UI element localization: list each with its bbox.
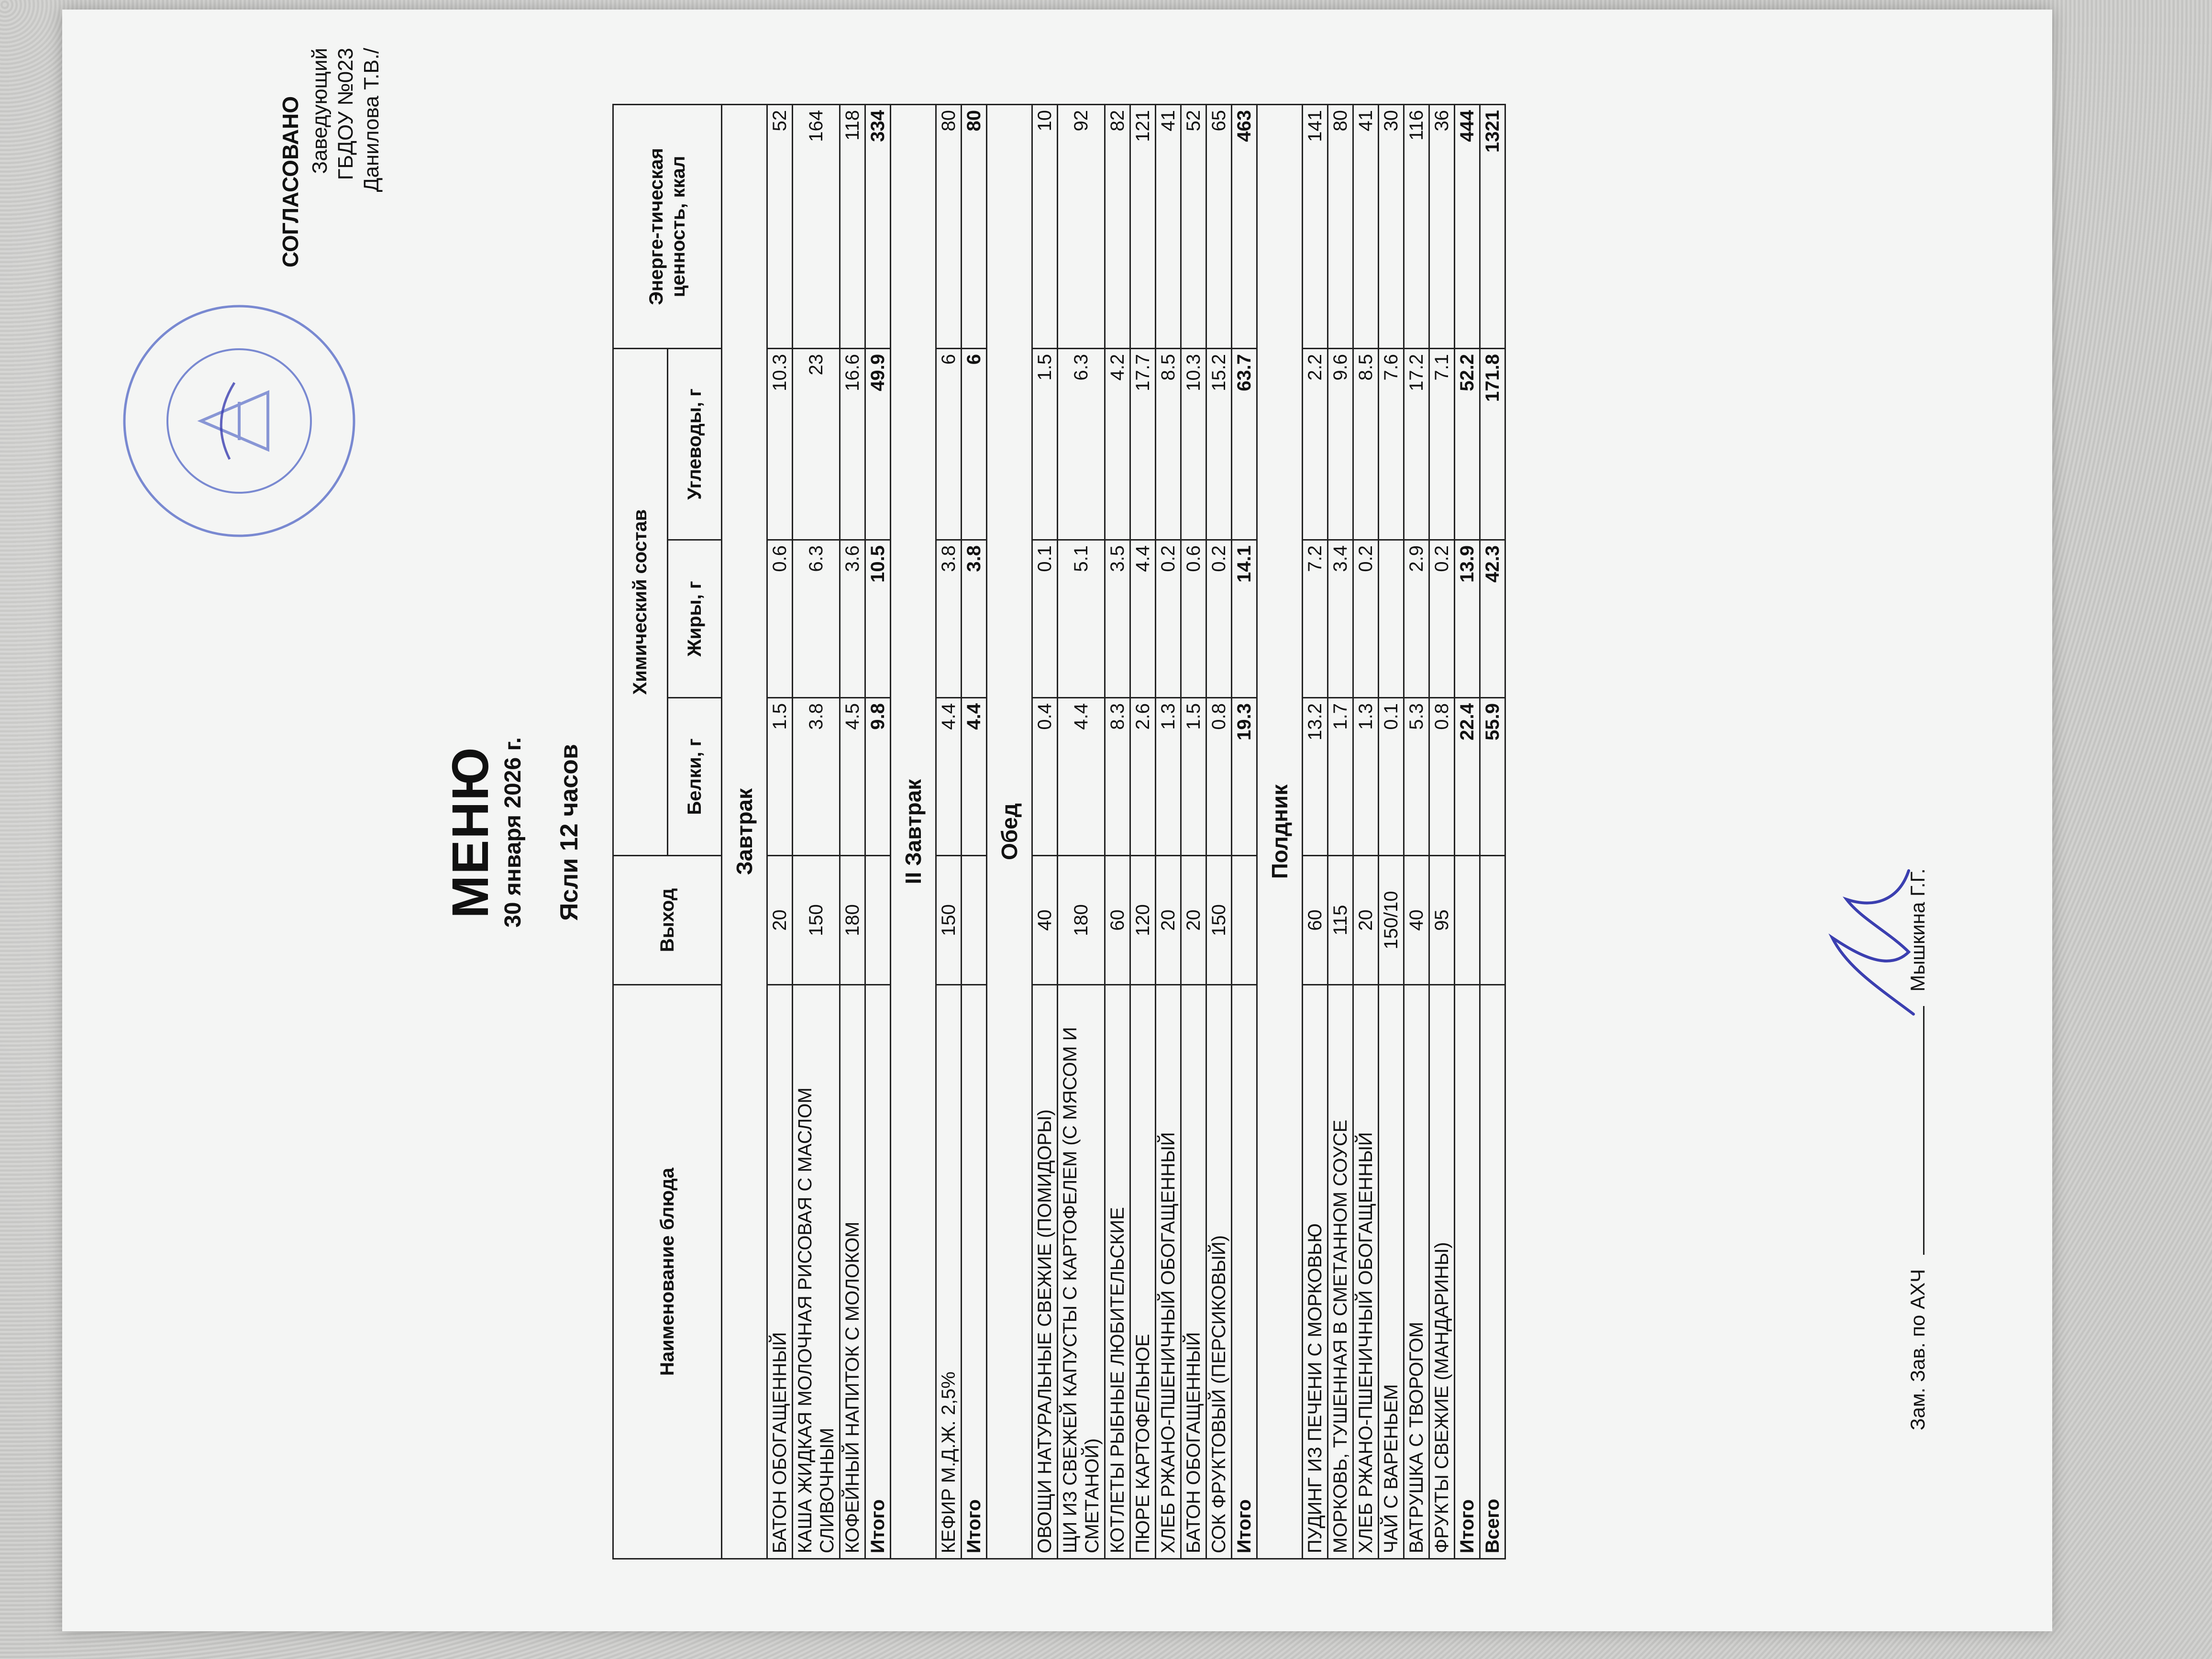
dish-output: 150 [1206,856,1232,985]
dish-carbs: 8.5 [1156,348,1181,540]
dish-name: МОРКОВЬ, ТУШЕННАЯ В СМЕТАННОМ СОУСЕ [1328,985,1353,1559]
menu-document [134,29,2095,1636]
footer-person: Мышкина Г.Г. [1906,868,1929,992]
total-row [865,104,891,1559]
dish-output: 120 [1130,856,1156,985]
dish-energy: 52 [767,104,793,348]
dish-protein: 2.6 [1130,698,1156,856]
dish-carbs: 15.2 [1206,348,1232,540]
dish-fat: 6.3 [793,540,840,698]
dish-fat: 0.2 [1206,540,1232,698]
dish-name: ПЮРЕ КАРТОФЕЛЬНОЕ [1130,985,1156,1559]
dish-fat: 7.2 [1303,540,1328,698]
dish-output: 150 [793,856,840,985]
total-fat: 13.9 [1455,540,1480,698]
dish-energy: 82 [1105,104,1130,348]
dish-protein: 0.8 [1206,698,1232,856]
dish-name: ХЛЕБ РЖАНО-ПШЕНИЧНЫЙ ОБОГАЩЕННЫЙ [1156,985,1181,1559]
dish-energy: 52 [1181,104,1206,348]
dish-output: 20 [1181,856,1206,985]
dish-fat: 0.2 [1156,540,1181,698]
dish-energy: 141 [1303,104,1328,348]
table-row [1181,104,1206,1559]
dish-energy: 164 [793,104,840,348]
dish-name: БАТОН ОБОГАЩЕННЫЙ [1181,985,1206,1559]
dish-carbs: 6 [936,348,962,540]
dish-output: 60 [1105,856,1130,985]
total-energy: 334 [865,104,891,348]
dish-carbs: 10.3 [1181,348,1206,540]
dish-protein: 4.4 [1058,698,1105,856]
table-row [1379,104,1404,1559]
dish-name: ВАТРУШКА С ТВОРОГОМ [1404,985,1429,1559]
header-energy: Энерге-тическая ценность, ккал [613,104,722,348]
dish-energy: 65 [1206,104,1232,348]
section-row [1257,104,1303,1559]
dish-carbs: 4.2 [1105,348,1130,540]
dish-protein: 8.3 [1105,698,1130,856]
dish-energy: 118 [840,104,865,348]
dish-output: 40 [1404,856,1429,985]
dish-carbs: 7.1 [1429,348,1455,540]
dish-fat: 4.4 [1130,540,1156,698]
table-row [1130,104,1156,1559]
dish-name: ПУДИНГ ИЗ ПЕЧЕНИ С МОРКОВЬЮ [1303,985,1328,1559]
total-carbs: 52.2 [1455,348,1480,540]
round-stamp [115,297,364,545]
total-row [1455,104,1480,1559]
dish-protein: 5.3 [1404,698,1429,856]
title-block [440,29,584,1636]
dish-fat: 0.2 [1429,540,1455,698]
total-fat: 3.8 [962,540,987,698]
table-row [793,104,840,1559]
dish-carbs: 9.6 [1328,348,1353,540]
dish-carbs: 17.7 [1130,348,1156,540]
dish-energy: 92 [1058,104,1105,348]
total-fat: 10.5 [865,540,891,698]
table-row [1429,104,1455,1559]
dish-output: 180 [840,856,865,985]
total-energy: 463 [1232,104,1257,348]
table-row [1156,104,1181,1559]
approval-position: Заведующий [308,48,332,174]
dish-output: 60 [1303,856,1328,985]
dish-carbs: 17.2 [1404,348,1429,540]
section-title: II Завтрак [891,104,936,1559]
total-protein: 22.4 [1455,698,1480,856]
dish-energy: 121 [1130,104,1156,348]
header-carbs: Углеводы, г [667,348,722,540]
total-protein: 9.8 [865,698,891,856]
signature-line [1904,1006,1924,1255]
header-name: Наименование блюда [613,985,722,1559]
total-row [962,104,987,1559]
paper-sheet [62,10,2052,1631]
dish-energy: 41 [1156,104,1181,348]
dish-carbs: 1.5 [1032,348,1058,540]
table-row [1105,104,1130,1559]
dish-output: 95 [1429,856,1455,985]
total-output [962,856,987,985]
dish-carbs: 6.3 [1058,348,1105,540]
total-carbs: 49.9 [865,348,891,540]
dish-name: КОФЕЙНЫЙ НАПИТОК С МОЛОКОМ [840,985,865,1559]
total-output [865,856,891,985]
table-row [1206,104,1232,1559]
header-protein: Белки, г [667,698,722,856]
header-fat: Жиры, г [667,540,722,698]
dish-carbs: 23 [793,348,840,540]
dish-name: ФРУКТЫ СВЕЖИЕ (МАНДАРИНЫ) [1429,985,1455,1559]
dish-output: 20 [1353,856,1379,985]
grand-total-carbs: 171.8 [1480,348,1505,540]
section-title: Завтрак [722,104,767,1559]
dish-output: 150/10 [1379,856,1404,985]
dish-protein: 1.3 [1353,698,1379,856]
table-row [840,104,865,1559]
total-row [1232,104,1257,1559]
total-output [1455,856,1480,985]
dish-output: 20 [767,856,793,985]
dish-protein: 1.5 [1181,698,1206,856]
dish-energy: 80 [936,104,962,348]
section-title: Обед [987,104,1032,1559]
dish-fat: 0.6 [767,540,793,698]
dish-protein: 4.4 [936,698,962,856]
dish-output: 115 [1328,856,1353,985]
dish-name: ЧАЙ С ВАРЕНЬЕМ [1379,985,1404,1559]
table-row [1058,104,1105,1559]
section-row [987,104,1032,1559]
dish-protein: 0.4 [1032,698,1058,856]
approval-heading: СОГЛАСОВАНО [278,96,303,268]
dish-name: КАША ЖИДКАЯ МОЛОЧНАЯ РИСОВАЯ С МАСЛОМ СЛИВОЧНЫМ [793,985,840,1559]
total-energy: 80 [962,104,987,348]
dish-protein: 3.8 [793,698,840,856]
page-title: МЕНЮ [441,746,499,918]
dish-fat: 3.6 [840,540,865,698]
dish-fat: 3.8 [936,540,962,698]
grand-total-fat: 42.3 [1480,540,1505,698]
dish-protein: 0.8 [1429,698,1455,856]
dish-protein: 1.5 [767,698,793,856]
menu-table [612,104,1506,1559]
table-row [1353,104,1379,1559]
dish-carbs: 16.6 [840,348,865,540]
dish-protein: 13.2 [1303,698,1328,856]
dish-output: 40 [1032,856,1058,985]
table-row [1303,104,1328,1559]
total-label: Итого [1455,985,1480,1559]
dish-carbs: 2.2 [1303,348,1328,540]
dish-name: КЕФИР М.Д.Ж. 2,5% [936,985,962,1559]
dish-protein: 4.5 [840,698,865,856]
dish-name: КОТЛЕТЫ РЫБНЫЕ ЛЮБИТЕЛЬСКИЕ [1105,985,1130,1559]
dish-energy: 36 [1429,104,1455,348]
dish-name: ОВОЩИ НАТУРАЛЬНЫЕ СВЕЖИЕ (ПОМИДОРЫ) [1032,985,1058,1559]
group-name: Ясли 12 часов [555,744,583,921]
dish-energy: 80 [1328,104,1353,348]
dish-energy: 30 [1379,104,1404,348]
grand-total-output [1480,856,1505,985]
dish-output: 180 [1058,856,1105,985]
dish-protein: 0.1 [1379,698,1404,856]
dish-energy: 41 [1353,104,1379,348]
section-row [722,104,767,1559]
dish-fat: 2.9 [1404,540,1429,698]
footer-role: Зам. Зав. по АХЧ [1906,1269,1929,1430]
header-output: Выход [613,856,722,985]
grand-total-row [1480,104,1505,1559]
section-title: Полдник [1257,104,1303,1559]
approval-block [277,48,385,316]
dish-energy: 10 [1032,104,1058,348]
total-protein: 19.3 [1232,698,1257,856]
dish-carbs: 7.6 [1379,348,1404,540]
table-row [1032,104,1058,1559]
dish-fat: 0.6 [1181,540,1206,698]
dish-protein: 1.3 [1156,698,1181,856]
total-carbs: 6 [962,348,987,540]
dish-protein: 1.7 [1328,698,1353,856]
menu-table-body [722,104,1505,1559]
dish-fat [1379,540,1404,698]
dish-fat: 0.1 [1032,540,1058,698]
total-label: Итого [865,985,891,1559]
grand-total-label: Всего [1480,985,1505,1559]
dish-fat: 3.4 [1328,540,1353,698]
header-chem: Химический состав [613,348,668,855]
dish-fat: 0.2 [1353,540,1379,698]
table-row [1328,104,1353,1559]
dish-name: ЩИ ИЗ СВЕЖЕЙ КАПУСТЫ С КАРТОФЕЛЕМ (С МЯСОМ И СМЕТАНОЙ) [1058,985,1105,1559]
grand-total-protein: 55.9 [1480,698,1505,856]
table-row [936,104,962,1559]
dish-carbs: 8.5 [1353,348,1379,540]
approval-organization: ГБДОУ №023 [334,48,357,180]
dish-fat: 3.5 [1105,540,1130,698]
approval-name: Данилова Т.В./ [360,48,383,192]
dish-name: БАТОН ОБОГАЩЕННЫЙ [767,985,793,1559]
dish-name: ХЛЕБ РЖАНО-ПШЕНИЧНЫЙ ОБОГАЩЕННЫЙ [1353,985,1379,1559]
dish-name: СОК ФРУКТОВЫЙ (ПЕРСИКОВЫЙ) [1206,985,1232,1559]
footer-signature-row [1904,187,1929,1430]
section-row [891,104,936,1559]
total-label: Итого [1232,985,1257,1559]
total-fat: 14.1 [1232,540,1257,698]
total-output [1232,856,1257,985]
dish-carbs: 10.3 [767,348,793,540]
table-row [1404,104,1429,1559]
menu-date: 30 января 2026 г. [500,737,526,928]
total-protein: 4.4 [962,698,987,856]
dish-energy: 116 [1404,104,1429,348]
dish-fat: 5.1 [1058,540,1105,698]
total-label: Итого [962,985,987,1559]
dish-output: 20 [1156,856,1181,985]
total-energy: 444 [1455,104,1480,348]
grand-total-energy: 1321 [1480,104,1505,348]
dish-output: 150 [936,856,962,985]
total-carbs: 63.7 [1232,348,1257,540]
table-row [767,104,793,1559]
